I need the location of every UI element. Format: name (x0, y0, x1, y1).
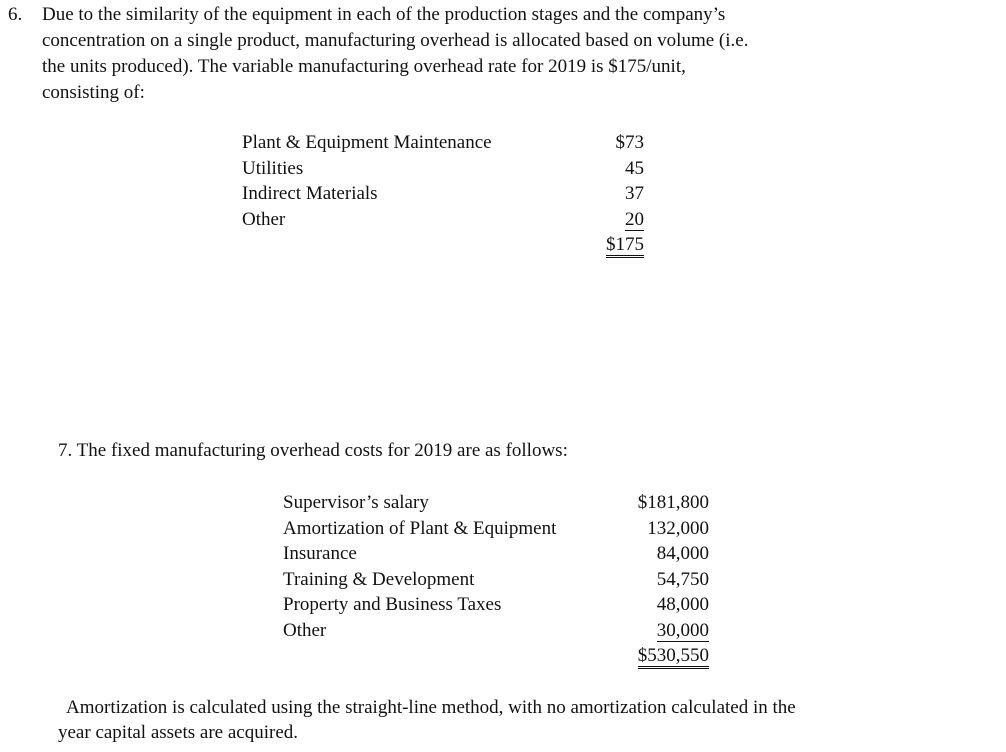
double-underlined-total: $530,550 (638, 646, 709, 669)
table-row (283, 592, 709, 618)
row-label: Other (283, 619, 327, 641)
row-value: 54,750 (656, 568, 709, 590)
row-value: $181,800 (637, 492, 709, 513)
underlined-value: 20 (625, 208, 644, 230)
table-row (242, 156, 644, 182)
row-label: Utilities (242, 157, 304, 179)
row-label: Other (242, 208, 286, 230)
row-label: Supervisor’s salary (283, 492, 429, 513)
row-value: 37 (625, 183, 644, 204)
row-label: Plant & Equipment Maintenance (242, 132, 492, 153)
row-value: $73 (615, 132, 644, 153)
row-label: Indirect Materials (242, 183, 378, 204)
section6-paragraph-line: concentration on a single product, manufacturing overhead is allocated based on volume (i.e. (42, 30, 749, 51)
table-row (283, 516, 709, 542)
row-value: 84,000 (656, 543, 709, 564)
table-total-row (283, 643, 709, 669)
total-value (606, 232, 644, 258)
table-row (283, 567, 709, 593)
section6-paragraph-line: the units produced). The variable manufacturing overhead rate for 2019 is $175/unit, (42, 56, 686, 77)
item-number-6: 6. (8, 4, 23, 25)
row-label: Amortization of Plant & Equipment (283, 517, 557, 539)
table-row (242, 207, 644, 233)
table-row (283, 541, 709, 567)
row-value: 132,000 (647, 517, 709, 539)
table-total-row (242, 232, 644, 258)
amortization-note-line: Amortization is calculated using the straight-line method, with no amortization calculated in the (66, 697, 796, 718)
table-row (242, 181, 644, 207)
section7-heading: 7. The fixed manufacturing overhead costs for 2019 are as follows: (58, 440, 568, 461)
section6-paragraph-line: consisting of: (42, 82, 145, 103)
underlined-value: 30,000 (656, 619, 709, 641)
table-row (283, 490, 709, 516)
table-row (242, 130, 644, 156)
fixed-overhead-table (283, 490, 709, 669)
variable-overhead-table (242, 130, 644, 258)
section6-paragraph-line: Due to the similarity of the equipment in each of the production stages and the company’s (42, 4, 726, 25)
row-value (625, 207, 644, 233)
row-label: Property and Business Taxes (283, 594, 502, 615)
amortization-note-line: year capital assets are acquired. (58, 722, 299, 743)
row-value: 48,000 (656, 594, 709, 615)
total-value (638, 643, 709, 669)
row-value (657, 618, 709, 644)
row-value: 45 (625, 157, 644, 179)
double-underlined-total: $175 (606, 235, 644, 258)
row-label: Insurance (283, 543, 357, 564)
table-row (283, 618, 709, 644)
row-label: Training & Development (283, 568, 475, 590)
